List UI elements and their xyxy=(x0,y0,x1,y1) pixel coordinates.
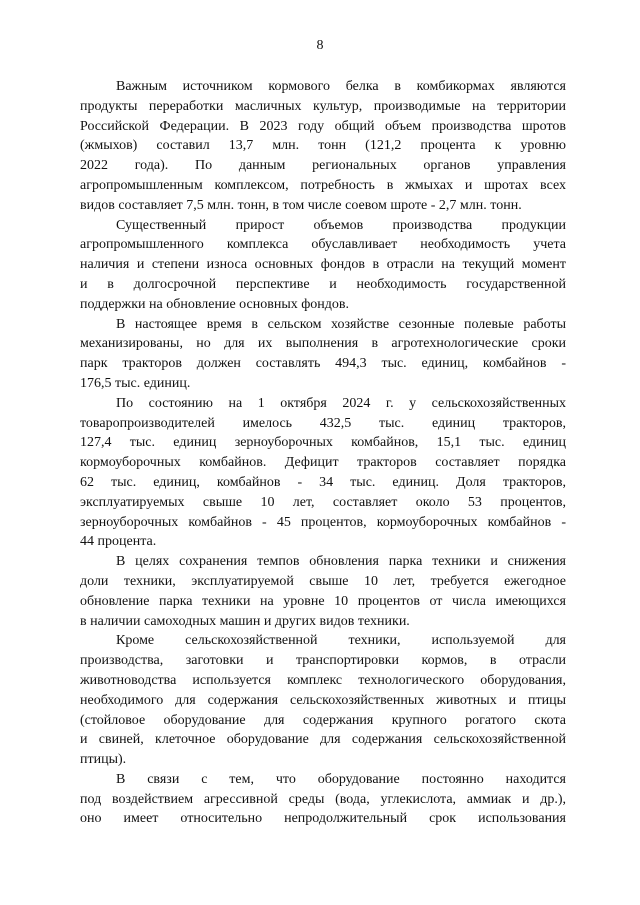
text-line: Российской Федерации. В 2023 году общий объем производства шротов xyxy=(80,118,566,134)
text-line: агропромышленного комплекса обуславливает необходимость учета xyxy=(80,237,566,253)
paragraph xyxy=(80,315,566,394)
text-line: 176,5 тыс. единиц. xyxy=(80,375,191,391)
text-line: под воздействием агрессивной среды (вода, углекислота, аммиак и др.), xyxy=(80,791,566,807)
text-line: птицы). xyxy=(80,752,127,768)
text-line: Важным источником кормового белка в комбикормах являются xyxy=(116,79,566,94)
paragraph xyxy=(80,552,566,631)
text-line: производства, заготовки и транспортировки кормов, в отрасли xyxy=(80,653,566,669)
text-line: доли техники, эксплуатируемой свыше 10 лет, требуется ежегодное xyxy=(80,573,566,589)
text-line: 62 тыс. единиц, комбайнов - 34 тыс. единиц. Доля тракторов, xyxy=(80,474,566,490)
text-line: (жмыхов) составил 13,7 млн. тонн (121,2 процента к уровню xyxy=(80,138,566,154)
page-number: 8 xyxy=(316,38,324,53)
text-line: (стойловое оборудование для содержания крупного рогатого скота xyxy=(80,712,566,728)
text-line: В целях сохранения темпов обновления парка техники и снижения xyxy=(116,554,566,570)
document-body xyxy=(80,77,566,829)
text-line: Существенный прирост объемов производства продукции xyxy=(116,217,566,233)
paragraph xyxy=(80,770,566,829)
text-line: В настоящее время в сельском хозяйстве сезонные полевые работы xyxy=(116,316,566,332)
text-line: 127,4 тыс. единиц зерноуборочных комбайнов, 15,1 тыс. единиц xyxy=(80,435,566,451)
text-line: животноводства используется комплекс технологического оборудования, xyxy=(80,672,566,688)
paragraph xyxy=(80,216,566,315)
paragraph xyxy=(80,394,566,552)
text-line: парк тракторов должен составлять 494,3 тыс. единиц, комбайнов - xyxy=(80,356,566,372)
text-line: в наличии самоходных машин и других видов техники. xyxy=(80,613,410,629)
text-line: эксплуатируемых свыше 10 лет, составляет около 53 процентов, xyxy=(80,494,566,510)
text-line: продукты переработки масличных культур, производимые на территории xyxy=(80,98,566,114)
text-line: В связи с тем, что оборудование постоянно находится xyxy=(116,771,566,787)
text-line: механизированы, но для их выполнения в агротехнологические сроки xyxy=(80,336,566,352)
paragraph xyxy=(80,631,566,770)
text-line: зерноуборочных комбайнов - 45 процентов, кормоуборочных комбайнов - xyxy=(80,514,566,530)
text-line: и в долгосрочной перспективе и необходимость государственной xyxy=(80,276,566,292)
text-line: агропромышленным комплексом, потребность в жмыхах и шротах всех xyxy=(80,177,566,193)
text-line: оно имеет относительно непродолжительный срок использования xyxy=(80,811,566,827)
text-line: Кроме сельскохозяйственной техники, используемой для xyxy=(116,633,566,649)
text-line: товаропроизводителей имелось 432,5 тыс. единиц тракторов, xyxy=(80,415,566,431)
text-line: обновление парка техники на уровне 10 процентов от числа имеющихся xyxy=(80,593,566,609)
paragraph xyxy=(80,77,566,216)
text-line: По состоянию на 1 октября 2024 г. у сельскохозяйственных xyxy=(116,395,566,411)
text-line: наличия и степени износа основных фондов в отрасли на текущий момент xyxy=(80,257,566,273)
text-line: 44 процента. xyxy=(80,534,157,550)
text-line: 2022 года). По данным региональных органов управления xyxy=(80,158,566,174)
text-line: и свиней, клеточное оборудование для содержания сельскохозяйственной xyxy=(80,732,566,748)
text-line: необходимого для содержания сельскохозяйственных животных и птицы xyxy=(80,692,566,708)
text-line: видов составляет 7,5 млн. тонн, в том числе соевом шроте - 2,7 млн. тонн. xyxy=(80,197,522,213)
text-line: поддержки на обновление основных фондов. xyxy=(80,296,350,312)
text-line: кормоуборочных комбайнов. Дефицит тракторов составляет порядка xyxy=(80,455,566,471)
